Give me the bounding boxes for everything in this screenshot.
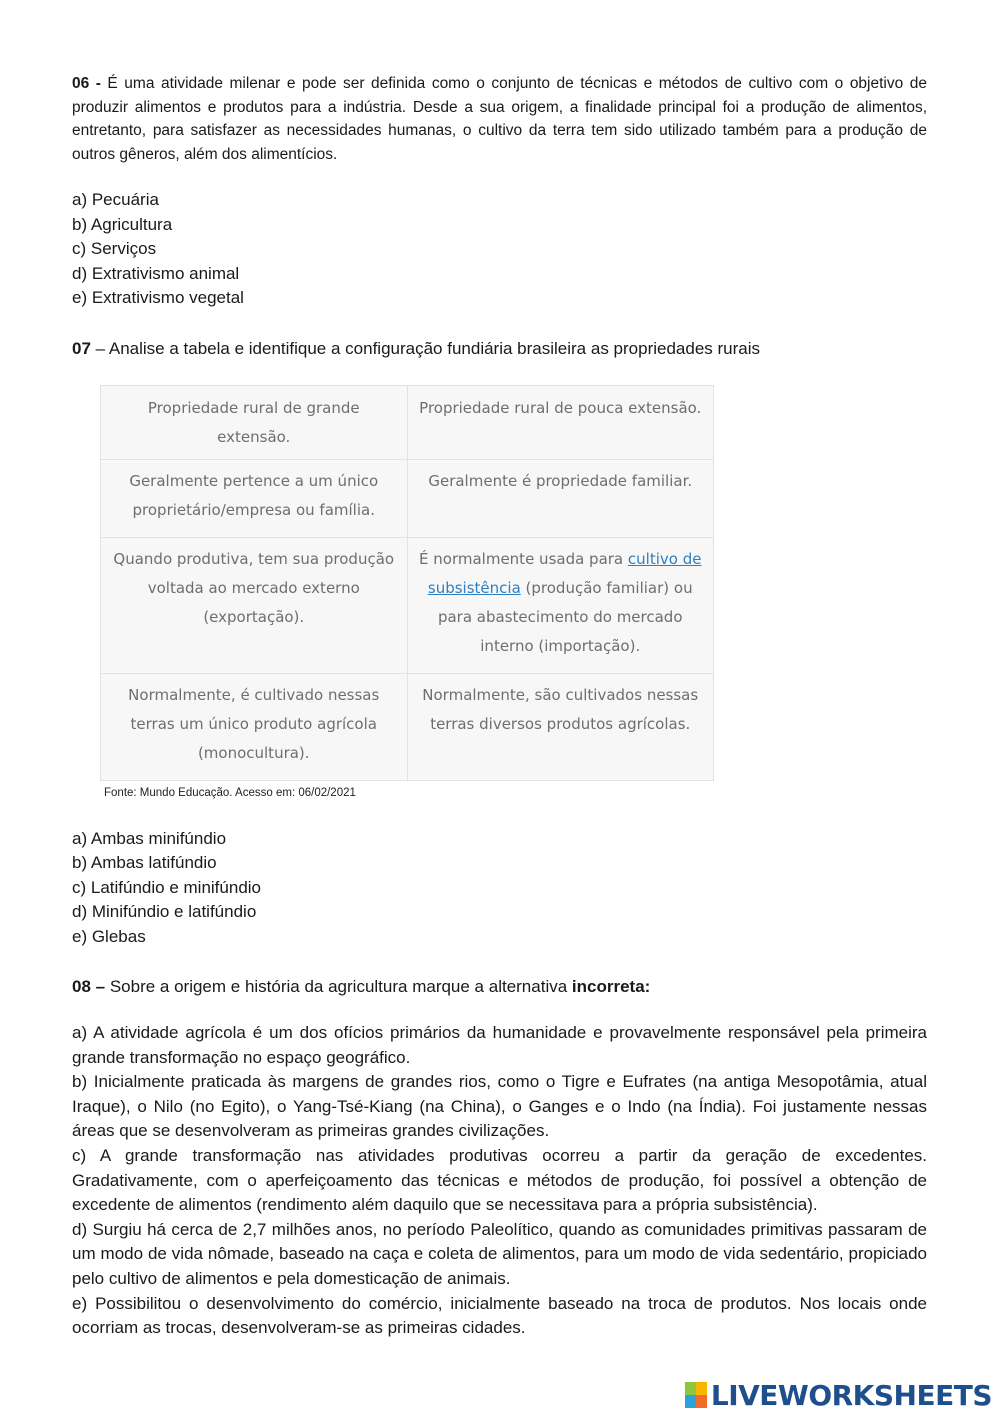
question-08-options [72,1021,927,1341]
question-08-emphasis: incorreta: [571,977,651,996]
logo-square-yellow [696,1382,707,1395]
table-cell-text-pre: É normalmente usada para [419,549,628,568]
question-08-number: 08 – [72,977,106,996]
liveworksheets-logo-text: LIVEWORKSHEETS [710,1378,992,1412]
table-cell: Normalmente, é cultivado nessas terras um único produto agrícola (monocultura). [101,673,408,780]
worksheet-page [72,72,927,1341]
subsistence-link[interactable]: cultivo de subsistência [427,549,702,597]
logo-square-green [685,1382,696,1395]
table-row [101,459,714,537]
option-07-a[interactable]: a) Ambas minifúndio [72,828,227,848]
table-cell [407,537,714,673]
option-08-b[interactable]: b) Inicialmente praticada às margens de grandes rios, como o Tigre e Eufrates (na antiga Mesopotâmia, atual Iraque), o Nilo (no Egito), o Yang-Tsé-Kiang (na China), o Ganges e o Indo (na Índia). Foi justamente nessas áreas que se desenvolveram as primeiras grandes civilizações. [72,1072,927,1141]
table-cell: Geralmente pertence a um único proprietário/empresa ou família. [101,459,408,537]
question-07-number: 07 [72,338,91,358]
option-08-c[interactable]: c) A grande transformação nas atividades produtivas ocorreu a partir da geração de excedentes. Gradativamente, com o aperfeiçoamento das técnicas e métodos de produção, foi possível a obtenção de excedente de alimentos (rendimento além daquilo que se necessitava para a própria subsistência). [72,1145,927,1215]
option-08-a[interactable]: a) A atividade agrícola é um dos ofícios primários da humanidade e provavelmente responsável pela primeira grande transformação no espaço geográfico. [72,1023,927,1067]
option-07-e[interactable]: e) Glebas [72,926,146,946]
option-06-d[interactable]: d) Extrativismo animal [72,263,240,283]
land-structure-table [100,385,714,781]
table-source: Fonte: Mundo Educação. Acesso em: 06/02/2021 [104,786,356,799]
liveworksheets-logo [685,1377,992,1413]
option-07-b[interactable]: b) Ambas latifúndio [72,853,217,873]
logo-square-orange [696,1395,707,1408]
question-07-text: – Analise a tabela e identifique a configuração fundiária brasileira as propriedades rurais [90,338,761,358]
option-06-c[interactable]: c) Serviços [72,239,157,259]
option-07-d[interactable]: d) Minifúndio e latifúndio [72,902,257,922]
option-06-b[interactable]: b) Agricultura [72,214,173,234]
table-header-large: Propriedade rural de grande extensão. [101,385,408,459]
table-row [101,673,714,780]
table-cell: Normalmente, são cultivados nessas terras diversos produtos agrícolas. [407,673,714,780]
table-cell: Geralmente é propriedade familiar. [407,459,714,537]
question-06-number: 06 - [72,75,101,92]
option-08-d[interactable]: d) Surgiu há cerca de 2,7 milhões anos, no período Paleolítico, quando as comunidades primitivas passaram de um modo de vida nômade, baseado na caça e coleta de alimentos, para um modo de vida sedentário, propiciado pelo cultivo de alimentos e pela domesticação de animais. [72,1219,927,1288]
logo-square-blue [685,1395,696,1408]
question-06 [72,72,927,166]
table-row [101,537,714,673]
option-06-a[interactable]: a) Pecuária [72,190,159,209]
question-08-text: Sobre a origem e história da agricultura marque a alternativa [105,977,572,996]
option-07-c[interactable]: c) Latifúndio e minifúndio [72,877,262,897]
land-structure-table-wrapper [100,385,714,799]
question-07 [72,337,927,361]
question-06-text: É uma atividade milenar e pode ser definida como o conjunto de técnicas e métodos de cultivo com o objetivo de produzir alimentos e produtos para a indústria. Desde a sua origem, a finalidade principal foi a produção de alimentos, entretanto, para satisfazer as necessidades humanas, o cultivo da terra tem sido utilizado também para a produção de outros gêneros, além dos alimentícios. [72,75,927,163]
option-06-e[interactable]: e) Extrativismo vegetal [72,288,244,308]
table-header-small: Propriedade rural de pouca extensão. [407,385,714,459]
question-07-options [72,827,927,949]
question-08 [72,975,927,999]
table-cell: Quando produtiva, tem sua produção voltada ao mercado externo (exportação). [101,537,408,673]
option-08-e[interactable]: e) Possibilitou o desenvolvimento do comércio, inicialmente baseado na troca de produtos. Nos locais onde ocorriam as trocas, desenvolveram-se as primeiras cidades. [72,1293,927,1338]
table-cell-text-post: (produção familiar) ou para abastecimento do mercado interno (importação). [437,578,693,655]
table-header-row [101,385,714,459]
liveworksheets-logo-icon [685,1382,707,1408]
question-06-options [72,188,927,311]
